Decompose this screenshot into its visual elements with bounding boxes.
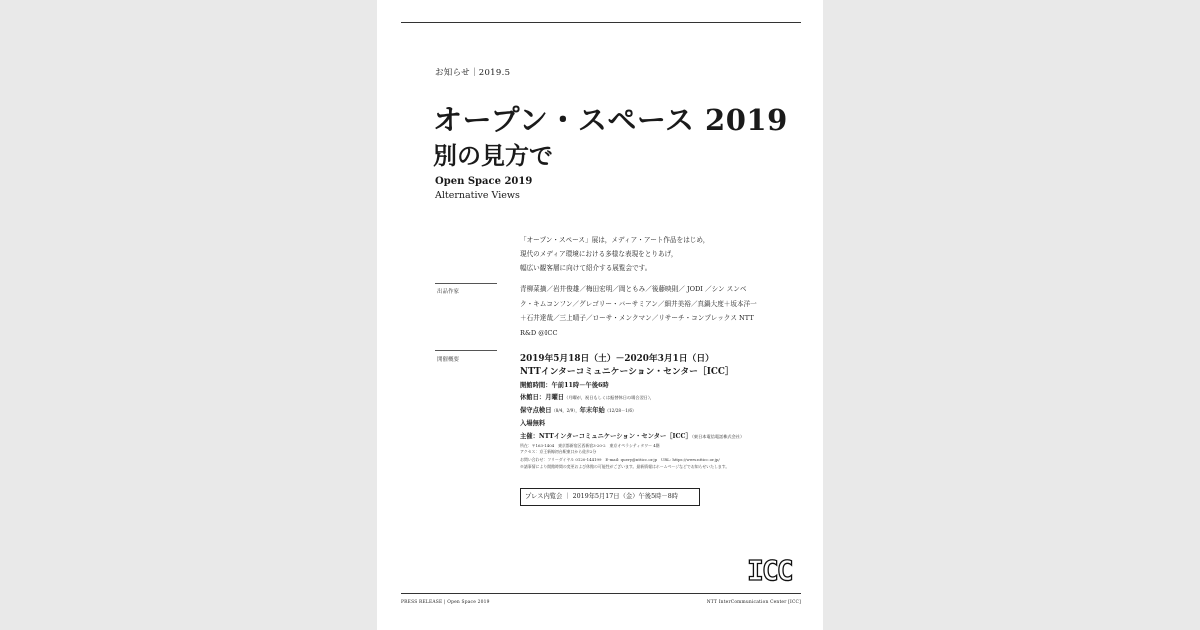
top-rule — [401, 22, 801, 23]
access-line: アクセス：京王新線初台駅東口から徒歩2分 — [520, 449, 597, 454]
maintenance-label: 保守点検日 — [520, 407, 552, 414]
admission: 入場無料 — [520, 420, 546, 427]
organizer — [520, 431, 744, 440]
overline: お知らせ｜2019.5 — [435, 68, 511, 78]
press-preview-box — [520, 488, 700, 506]
icc-logo: ICC — [747, 554, 792, 587]
notice-line: ※諸事情により開館時間の変更および休館の可能性がございます。最新情報はホームページなどでお知らせいたします。 — [520, 464, 730, 469]
intro-line: 現代のメディア環境における多様な表現をとりあげ， — [520, 250, 678, 258]
artists-label-rule — [435, 283, 497, 284]
artists-line: ク・キムコンフン／グレゴリー・バーサミアン／細井美裕／真鍋大度＋坂本洋一 — [520, 299, 757, 308]
intro-line: 幅広い観客層に向けて紹介する展覧会です。 — [520, 264, 652, 272]
maintenance-note: （8/4，2/9）， — [551, 408, 580, 413]
closed-days-note: （月曜が，祝日もしくは振替休日の場合翌日）， — [564, 395, 655, 400]
artists-list — [520, 282, 770, 340]
closed-days-label: 休館日：月曜日 — [520, 394, 565, 401]
footer-left: PRESS RELEASE | Open Space 2019 — [401, 600, 490, 605]
overview-label-rule — [435, 350, 497, 351]
contact-line: お問い合わせ：フリーダイヤル 0120-144199 E-mail: query@ntticc.or.jp URL: https://www.ntticc.or.jp/ — [520, 457, 720, 462]
overview-label: 開催概要 — [437, 357, 460, 363]
new-year-note: （12/28－1/6） — [604, 408, 637, 413]
organizer-note: （東日本電信電話株式会社） — [691, 434, 745, 439]
press-preview-label: プレス内覧会 — [525, 493, 563, 500]
exhibition-dates: 2019年5月18日（土）－2020年3月1日（日） — [520, 354, 714, 364]
artists-line: 青柳菜摘／岩井俊雄／梅田宏明／岡ともみ／後藤映則／ JODI ／シン スンベ — [520, 285, 747, 293]
press-release-page — [377, 0, 823, 630]
artists-label: 出品作家 — [437, 289, 460, 295]
page-title: オープン・スペース 2019 — [433, 103, 788, 137]
maintenance-days — [520, 405, 636, 414]
english-subtitle: Alternative Views — [435, 190, 520, 201]
organizer-label: 主催：NTTインターコミュニケーション・センター［ICC］ — [520, 433, 692, 440]
closed-days — [520, 392, 654, 401]
intro-text — [520, 233, 790, 275]
bottom-rule — [401, 593, 801, 594]
venue-name: NTTインターコミュニケーション・センター［ICC］ — [520, 367, 734, 377]
address-line: 所在：〒163-1404 東京都新宿区西新宿3-20-2 東京オペラシティタワー 4階 — [520, 443, 660, 448]
artists-line: R&D @ICC — [520, 328, 558, 337]
press-preview-datetime: 2019年5月17日（金）午後5時－8時 — [572, 493, 678, 500]
press-divider: ｜ — [564, 493, 571, 500]
artists-line: ＋石井達哉／三上晴子／ローサ・メンクマン／リサーチ・コンプレックス NTT — [520, 314, 754, 322]
new-year-label: 年末年始 — [579, 407, 605, 414]
intro-line: 「オープン・スペース」展は，メディア・アート作品をはじめ， — [520, 236, 710, 244]
page-subtitle: 別の見方で — [433, 141, 553, 170]
footer-right: NTT InterCommunication Center [ICC] — [706, 600, 801, 605]
opening-hours: 開館時間：午前11時－午後6時 — [520, 382, 609, 389]
english-title: Open Space 2019 — [435, 176, 533, 187]
